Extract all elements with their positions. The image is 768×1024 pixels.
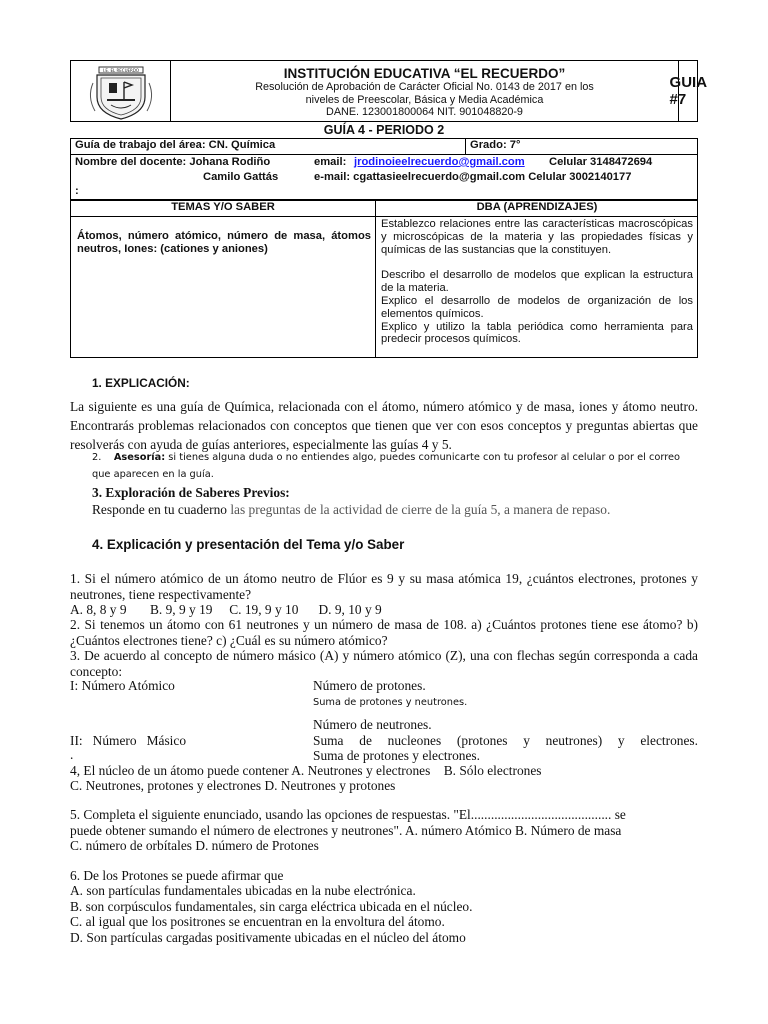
section-saberes-heading: 3. Exploración de Saberes Previos: xyxy=(92,485,290,500)
question-6-option: B. son corpúsculos fundamentales, sin carga eléctrica ubicada en el núcleo. xyxy=(70,899,473,914)
levels-line: niveles de Preescolar, Básica y Media Académica xyxy=(305,93,544,106)
docente-name: Nombre del docente: Johana Rodiño xyxy=(75,156,271,168)
resolution-line: Resolución de Aprobación de Carácter Oficial No. 0143 de 2017 en los xyxy=(255,81,594,93)
q3-option: Número de neutrones. xyxy=(313,717,432,732)
email1-link[interactable]: jrodinoieelrecuerdo@gmail.com xyxy=(354,156,525,168)
responde-rest: las preguntas de la actividad de cierre de la guía 5, a manera de repaso. xyxy=(230,502,611,517)
guia-number: GUIA #7 xyxy=(669,74,707,108)
guia-title: GUÍA 4 - PERIODO 2 xyxy=(323,123,445,137)
info-colon: : xyxy=(75,185,79,197)
temas-content: Átomos, número atómico, número de masa, átomos neutros, Iones: (cationes y aniones) xyxy=(77,230,371,255)
question-3: 3. De acuerdo al concepto de número másico (A) y número atómico (Z), una con flechas según corresponda a cada concepto: xyxy=(70,648,698,679)
grado-label: Grado: 7° xyxy=(465,139,520,154)
explicacion-paragraph: La siguiente es una guía de Química, relacionada con el átomo, número atómico y de masa, iones y átomo neutro. Encontrarás problemas relacionados con conceptos que tienen que ver con esos conceptos y preguntas abiertas que resolverás con ayuda de guías anteriores, especialmente las guías 4 y 5. xyxy=(70,399,698,452)
celular1: Celular 3148472694 xyxy=(549,156,653,168)
question-5: 5. Completa el siguiente enunciado, usando las opciones de respuestas. "El.......................................... se xyxy=(70,807,626,822)
section-explicacion-heading: 1. EXPLICACIÓN: xyxy=(92,376,190,390)
info-row-area xyxy=(71,139,697,155)
question-1-options: A. 8, 8 y 9 B. 9, 9 y 19 C. 19, 9 y 10 D. 9, 10 y 9 xyxy=(70,602,382,617)
dba-item: Establezco relaciones entre las características macroscópicas y microscópicas de la materia y las propiedades físicas y químicas de las sustancias que la constituyen. xyxy=(381,218,693,256)
dane-nit-line: DANE. 123001800064 NIT. 901048820-9 xyxy=(326,106,523,118)
temas-header: TEMAS Y/O SABER xyxy=(171,201,275,213)
asesoria-item xyxy=(92,449,698,483)
q3-option: Número de protones. xyxy=(313,678,426,693)
dba-content xyxy=(381,218,693,346)
asesoria-label: Asesoría: xyxy=(113,452,166,463)
q3-option: Suma de protones y neutrones. xyxy=(313,697,468,708)
q3-numero-masico: II: Número Másico xyxy=(70,733,187,748)
question-5-options: C. número de orbítales D. número de Protones xyxy=(70,838,319,853)
question-2: 2. Si tenemos un átomo con 61 neutrones y un número de masa de 108. a) ¿Cuántos protones tiene ese átomo? b) ¿Cuántos electrones tiene? c) ¿Cuál es su número atómico? xyxy=(70,617,698,648)
dba-item: Explico y utilizo la tabla periódica como herramienta para predecir procesos químicos. xyxy=(381,320,693,346)
question-6-option: A. son partículas fundamentales ubicadas en la nube electrónica. xyxy=(70,883,416,898)
responde-line xyxy=(92,502,610,518)
info-row-docente xyxy=(71,155,697,200)
guia-number-cell xyxy=(669,61,707,121)
header-box xyxy=(70,60,707,122)
question-6: 6. De los Protones se puede afirmar que xyxy=(70,868,284,883)
asesoria-number: 2. xyxy=(92,452,102,463)
dba-item: Describo el desarrollo de modelos que explican la estructura de la materia. xyxy=(381,269,693,295)
dba-header: DBA (APRENDIZAJES) xyxy=(476,201,598,213)
school-shield-logo xyxy=(71,61,171,123)
logo-text: I.E. EL RECUERDO xyxy=(102,68,140,73)
asesoria-text: si tienes alguna duda o no entiendes algo, puedes comunicarte con tu profesor al celular o por el correo que aparecen en la guía. xyxy=(92,452,681,480)
q3-numero-atomico: I: Número Atómico xyxy=(70,678,175,693)
docente2-name: Camilo Gattás xyxy=(203,171,279,183)
dba-item: Explico el desarrollo de modelos de organización de los elementos químicos. xyxy=(381,294,693,320)
institution-name: INSTITUCIÓN EDUCATIVA “EL RECUERDO” xyxy=(283,66,566,81)
question-1: 1. Si el número atómico de un átomo neutro de Flúor es 9 y su masa atómica 19, ¿cuántos electrones, protones y neutrones, tiene respectivamente? xyxy=(70,571,698,602)
question-6-option: C. al igual que los positrones se encuentran en la envoltura del átomo. xyxy=(70,914,445,929)
q3-dot: . xyxy=(70,747,74,762)
email2-line: e-mail: cgattasieelrecuerdo@gmail.com Celular 3002140177 xyxy=(314,171,632,183)
question-5-cont: puede obtener sumando el número de electrones y neutrones". A. número Atómico B. Número de masa xyxy=(70,823,622,838)
temas-table xyxy=(70,199,698,358)
question-4-options: C. Neutrones, protones y electrones D. Neutrones y protones xyxy=(70,778,396,793)
institution-info xyxy=(171,61,679,121)
logo-cell xyxy=(71,61,171,121)
info-table xyxy=(70,138,698,201)
q3-option: Suma de protones y electrones. xyxy=(313,748,480,763)
section-tema-heading: 4. Explicación y presentación del Tema y/o Saber xyxy=(92,537,405,552)
area-label: Guía de trabajo del área: CN. Química xyxy=(75,139,276,151)
question-4: 4, El núcleo de un átomo puede contener A. Neutrones y electrones B. Sólo electrones xyxy=(70,763,542,778)
q3-option: Suma de nucleones (protones y neutrones) y electrones. xyxy=(313,733,698,748)
email1-label: email: xyxy=(314,156,347,168)
question-6-option: D. Son partículas cargadas positivamente ubicadas en el núcleo del átomo xyxy=(70,930,466,945)
responde-start: Responde en tu cuaderno xyxy=(92,502,231,517)
